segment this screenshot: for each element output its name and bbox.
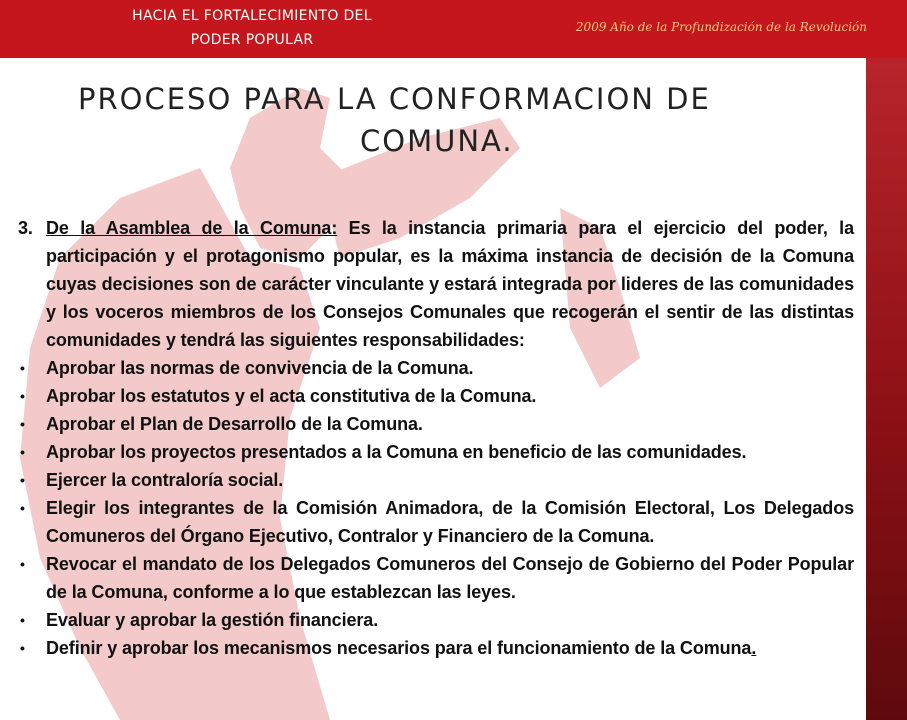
list-item-text: Aprobar el Plan de Desarrollo de la Comuna. bbox=[46, 414, 423, 434]
section-heading: De la Asamblea de la Comuna: bbox=[46, 218, 338, 238]
bullet-icon: • bbox=[20, 640, 25, 656]
bullet-icon: • bbox=[20, 472, 25, 488]
list-item bbox=[18, 634, 854, 662]
list-item-text: Definir y aprobar los mecanismos necesarios para el funcionamiento de la Comuna bbox=[46, 638, 752, 658]
bullet-icon: • bbox=[20, 416, 25, 432]
list-item-end-punctuation: . bbox=[751, 638, 757, 658]
section-text: Es la instancia primaria para el ejercicio del poder, la participación y el protagonismo popular, es la máxima instancia de decisión de la Comuna cuyas decisiones son de carácter vinculante y estará integrada por lideres de las comunidades y los voceros miembros de los Consejos Comunales que recogerán el sentir de las distintas comunidades y tendrá las siguientes responsabilidades: bbox=[46, 218, 854, 350]
header-slogan-line2: PODER POPULAR bbox=[190, 32, 314, 48]
list-item-text: Aprobar las normas de convivencia de la Comuna. bbox=[46, 358, 474, 378]
list-item bbox=[18, 410, 854, 438]
page-title-line2: COMUNA. bbox=[360, 124, 514, 158]
section-paragraph bbox=[18, 214, 854, 354]
responsibilities-list bbox=[18, 354, 854, 662]
list-item-text: Evaluar y aprobar la gestión financiera. bbox=[46, 610, 379, 630]
bullet-icon: • bbox=[20, 556, 25, 572]
header-year-motto: 2009 Año de la Profundización de la Revolución bbox=[575, 20, 867, 34]
section-number: 3. bbox=[18, 218, 33, 238]
list-item bbox=[18, 494, 854, 550]
page-title-line1: PROCESO PARA LA CONFORMACION DE bbox=[78, 82, 711, 116]
list-item-text: Aprobar los estatutos y el acta constitutiva de la Comuna. bbox=[46, 386, 537, 406]
bullet-icon: • bbox=[20, 500, 25, 516]
page-title bbox=[60, 78, 820, 162]
bullet-icon: • bbox=[20, 612, 25, 628]
list-item-text: Aprobar los proyectos presentados a la Comuna en beneficio de las comunidades. bbox=[46, 442, 747, 462]
bullet-icon: • bbox=[20, 388, 25, 404]
list-item bbox=[18, 606, 854, 634]
header-slogan-line1: HACIA EL FORTALECIMIENTO DEL bbox=[132, 8, 372, 24]
list-item-text: Revocar el mandato de los Delegados Comuneros del Consejo de Gobierno del Poder Popular de la Comuna, conforme a lo que establezcan las leyes. bbox=[46, 554, 854, 602]
list-item-text: Ejercer la contraloría social. bbox=[46, 470, 284, 490]
list-item-text: Elegir los integrantes de la Comisión Animadora, de la Comisión Electoral, Los Delegados Comuneros del Órgano Ejecutivo, Contralor y Financiero de la Comuna. bbox=[46, 498, 854, 546]
list-item bbox=[18, 354, 854, 382]
right-decorative-strip bbox=[866, 58, 907, 720]
bullet-icon: • bbox=[20, 444, 25, 460]
bullet-icon: • bbox=[20, 360, 25, 376]
list-item bbox=[18, 382, 854, 410]
list-item bbox=[18, 438, 854, 466]
main-content bbox=[18, 214, 854, 662]
header-slogan bbox=[52, 4, 452, 52]
list-item bbox=[18, 466, 854, 494]
list-item bbox=[18, 550, 854, 606]
